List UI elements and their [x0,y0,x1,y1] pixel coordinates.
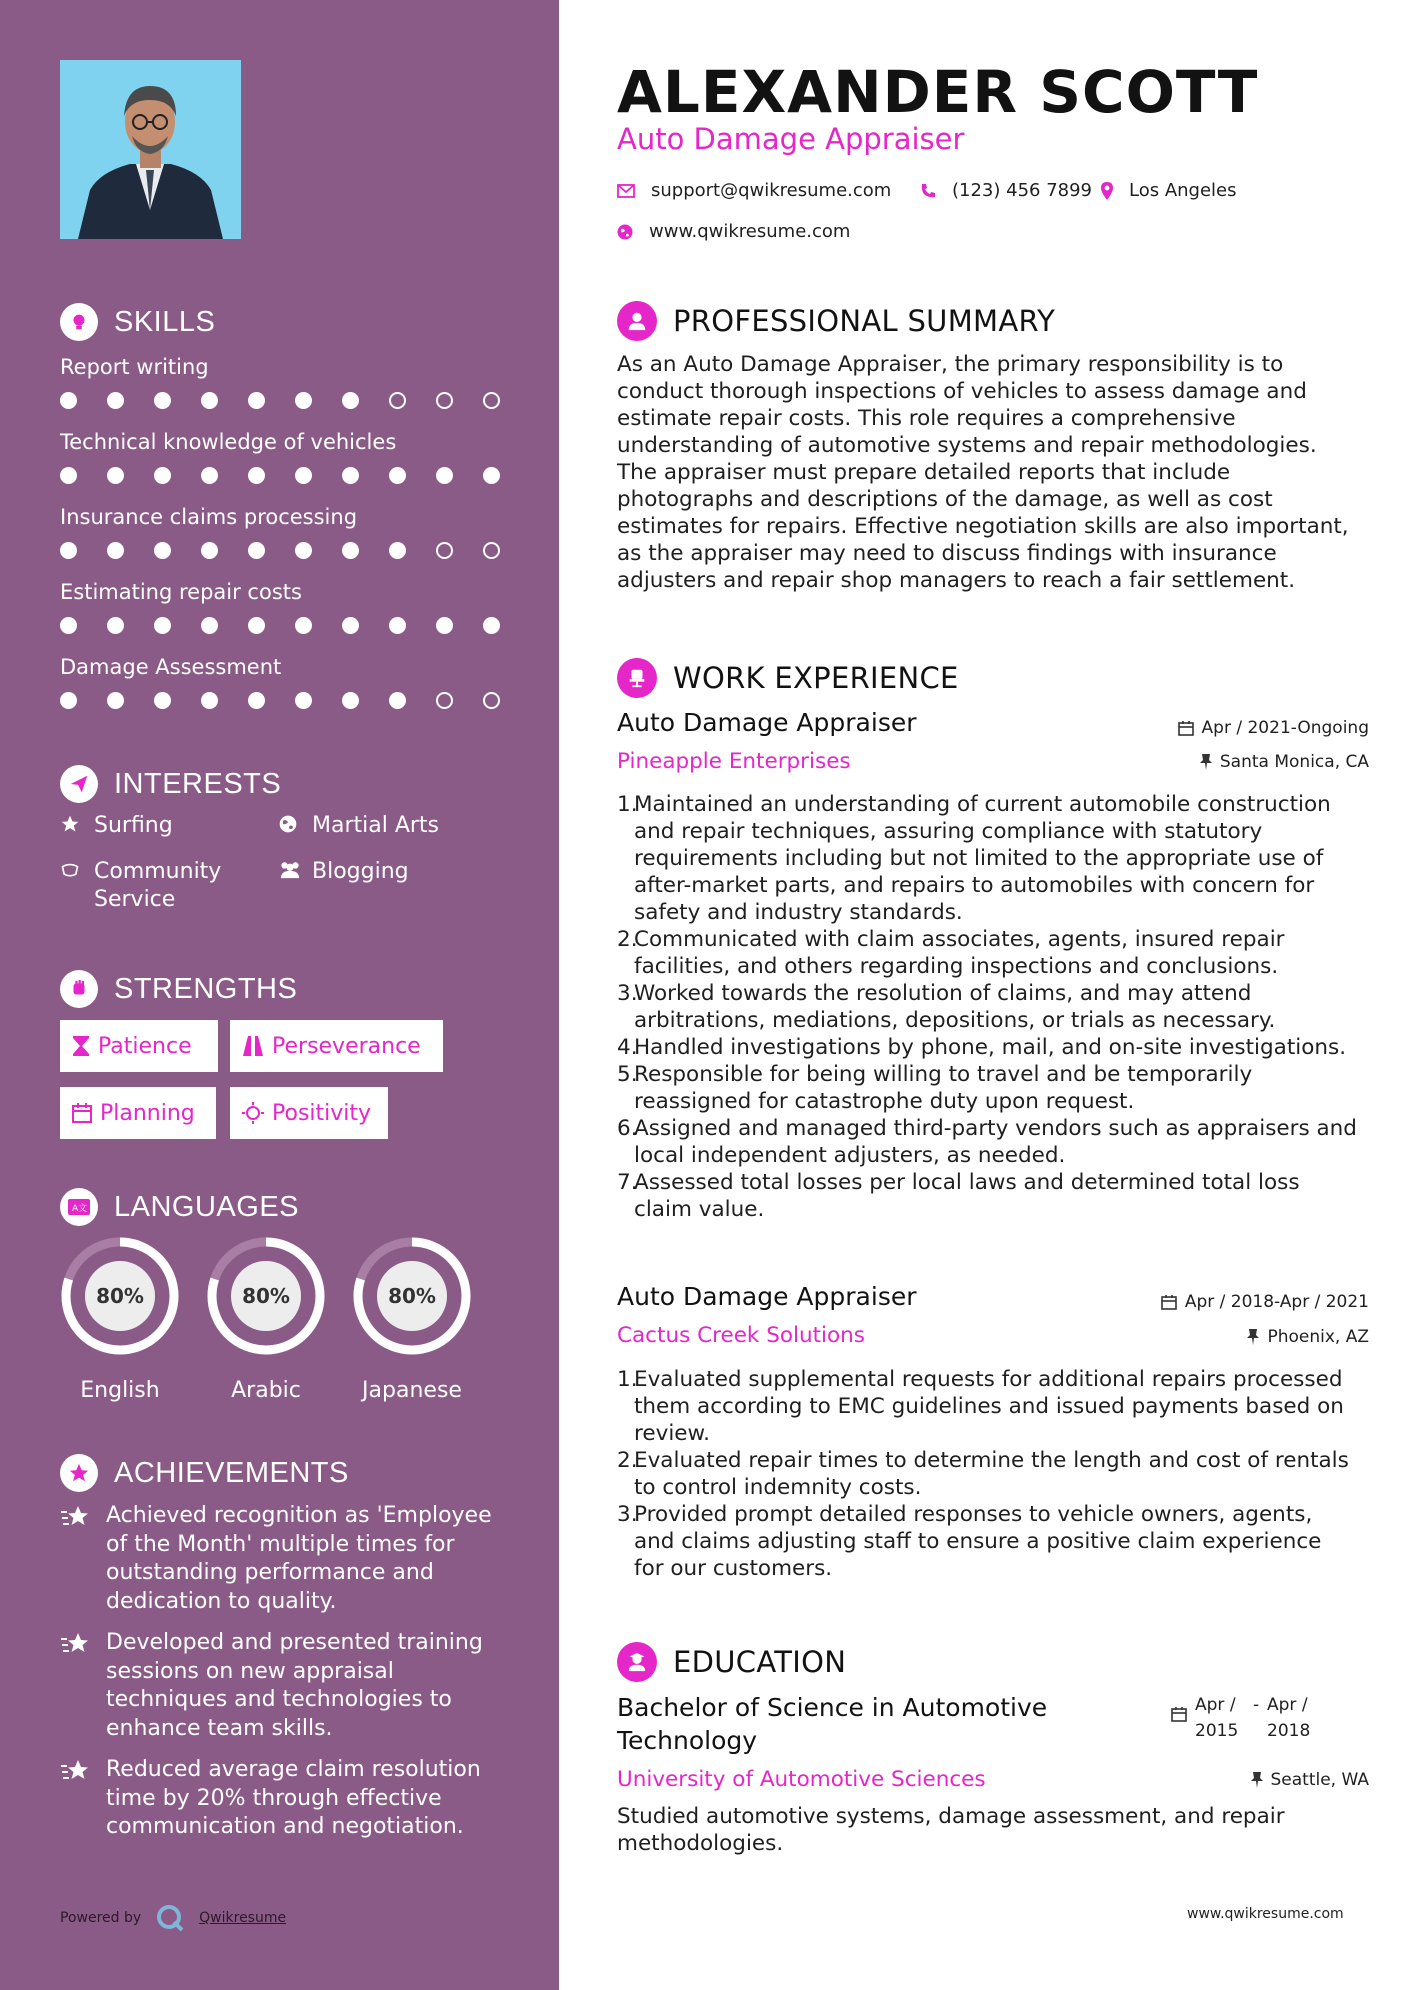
calendar-icon [1171,1706,1187,1722]
job-date: Apr / 2018-Apr / 2021 [1161,1292,1369,1312]
company-name: Cactus Creek Solutions [617,1323,866,1348]
job-responsibilities [617,791,1357,1223]
contact-website[interactable]: www.qwikresume.com [617,221,850,242]
education-description: Studied automotive systems, damage assessment, and repair methodologies. [617,1804,1285,1856]
responsibility-item: Evaluated repair times to determine the length and cost of rentals to control indemnity costs. [634,1448,1349,1500]
interest-item: Surfing [60,812,173,842]
rating-dot-empty [436,542,453,559]
achievements-heading: ACHIEVEMENTS [60,1451,349,1495]
calendar-icon [72,1103,92,1123]
summary-text: As an Auto Damage Appraiser, the primary responsibility is to conduct thorough inspections of vehicles to assess damage and estimate repair costs. This role requires a comprehensive understanding of automotive systems and repair methodologies. The appraiser must prepare detailed reports that include photographs and descriptions of the damage, as well as cost estimates for repairs. Effective negotiation skills are also important, as the appraiser may need to discuss findings with insurance adjusters and repair shop managers to reach a fair settlement. [617,352,1349,593]
rating-dot-filled [295,542,312,559]
contact-location: Los Angeles [1101,180,1237,201]
sidebar [0,0,559,1990]
skill-rating [60,617,500,634]
hourglass-icon [72,1035,90,1057]
award-star-icon [60,1502,94,1616]
envelope-icon [617,184,635,198]
rating-dot-filled [60,467,77,484]
rating-dot-filled [248,617,265,634]
education-location: Seattle, WA [1251,1770,1370,1790]
rating-dot-filled [154,692,171,709]
strength-badge: Patience [60,1020,218,1072]
star-icon [60,812,84,842]
rating-dot-filled [60,692,77,709]
company-name: Pineapple Enterprises [617,749,851,774]
rating-dot-filled [60,617,77,634]
rating-dot-filled [201,692,218,709]
rating-dot-filled [342,542,359,559]
achievement-item [60,1502,510,1616]
responsibility-item: Worked towards the resolution of claims, and may attend arbitrations, mediations, depositions, or trials as necessary. [634,981,1276,1033]
pushpin-icon [1251,1772,1263,1788]
responsibility-item: Handled investigations by phone, mail, and on-site investigations. [634,1035,1347,1060]
globe-icon [278,812,302,842]
rating-dot-filled [295,467,312,484]
rating-dot-filled [436,617,453,634]
sun-icon [242,1102,264,1124]
rating-dot-filled [295,692,312,709]
job-title: Auto Damage Appraiser [617,708,917,737]
strengths-heading: STRENGTHS [60,967,297,1011]
rating-dot-filled [342,467,359,484]
achievement-text: Developed and presented training sessions on new appraisal techniques and technologies to enhance team skills. [106,1630,483,1741]
strength-badge: Planning [60,1087,216,1139]
rating-dot-filled [295,392,312,409]
languages-heading: A文 LANGUAGES [60,1185,299,1229]
award-star-icon [60,1756,94,1842]
skill-rating [60,467,500,484]
rating-dot-filled [248,692,265,709]
rating-dot-filled [107,692,124,709]
responsibility-item: Responsible for being willing to travel and be temporarily reassigned for catastrophe duty upon request. [634,1062,1253,1114]
language-item [60,1236,180,1403]
svg-text:A文: A文 [72,1204,88,1214]
language-percent: 80% [388,1284,436,1308]
rating-dot-filled [107,467,124,484]
job-date: Apr / 2021-Ongoing [1178,718,1369,738]
skill-name: Estimating repair costs [60,580,302,604]
skill-name: Technical knowledge of vehicles [60,430,397,454]
summary-heading: PROFESSIONAL SUMMARY [617,299,1055,343]
responsibility-item: Communicated with claim associates, agents, insured repair facilities, and others regarding inspections and conclusions. [634,927,1285,979]
users-icon [278,858,302,888]
experience-heading: WORK EXPERIENCE [617,656,959,700]
pushpin-icon [1247,1329,1259,1345]
language-progress-ring [60,1236,180,1356]
skill-name: Insurance claims processing [60,505,358,529]
medal-star-icon [60,1454,98,1492]
skill-item [60,427,500,484]
achievement-item [60,1756,510,1842]
rating-dot-empty [483,692,500,709]
responsibility-item: Evaluated supplemental requests for additional repairs processed them according to EMC guidelines and issued payments based on review. [634,1367,1344,1446]
language-percent: 80% [96,1284,144,1308]
interest-item: Martial Arts [278,812,439,842]
contact-email[interactable]: support@qwikresume.com [617,180,891,201]
candidate-role: Auto Damage Appraiser [617,122,965,156]
award-star-icon [60,1629,94,1743]
globe-icon [617,224,633,240]
language-percent: 80% [242,1284,290,1308]
calendar-icon [1161,1294,1177,1310]
lightbulb-icon [60,303,98,341]
job-location: Santa Monica, CA [1200,752,1369,772]
interest-item: Blogging [278,858,409,888]
job-title: Auto Damage Appraiser [617,1282,917,1311]
skill-name: Damage Assessment [60,655,282,679]
profile-photo [60,60,241,239]
qwikresume-logo-icon [155,1903,185,1933]
user-icon [617,301,657,341]
rating-dot-filled [154,467,171,484]
phone-icon [920,183,936,199]
rating-dot-empty [483,392,500,409]
language-name: Arabic [231,1378,301,1403]
strength-badge: Perseverance [230,1020,443,1072]
skill-item [60,652,500,709]
candidate-name: ALEXANDER SCOTT [617,58,1259,126]
skill-rating [60,392,500,409]
briefcase-chair-icon [617,658,657,698]
language-name: English [80,1378,160,1403]
rating-dot-filled [342,692,359,709]
rating-dot-filled [295,617,312,634]
rating-dot-filled [107,617,124,634]
degree-title: Bachelor of Science in Automotive Technology [617,1693,1048,1755]
rating-dot-filled [483,467,500,484]
skill-name: Report writing [60,355,209,379]
road-icon [242,1036,264,1056]
responsibility-item: Assessed total losses per local laws and determined total loss claim value. [634,1170,1300,1222]
rating-dot-filled [436,467,453,484]
language-item [206,1236,326,1403]
skill-item [60,577,500,634]
interests-heading: INTERESTS [60,762,281,806]
rating-dot-filled [248,467,265,484]
language-item [352,1236,472,1403]
skill-item [60,502,500,559]
job-location: Phoenix, AZ [1247,1327,1369,1347]
rating-dot-filled [107,392,124,409]
responsibility-item: Maintained an understanding of current automobile construction and repair techniques, assuring compliance with statutory requirements including but not limited to the appropriate use of after-market parts, and repairs to automobiles with concern for safety and industry standards. [634,792,1331,925]
rating-dot-empty [389,392,406,409]
rating-dot-empty [436,392,453,409]
graduate-icon [617,1642,657,1682]
rating-dot-filled [201,467,218,484]
rating-dot-filled [60,392,77,409]
rating-dot-filled [389,617,406,634]
strength-badge: Positivity [230,1087,388,1139]
education-date: Apr / 2015 - Apr / 2018 [1171,1692,1325,1744]
interest-item: Community Service [60,858,260,914]
rating-dot-filled [342,392,359,409]
rating-dot-filled [154,392,171,409]
rating-dot-filled [154,542,171,559]
rating-dot-filled [389,467,406,484]
skill-item [60,352,500,409]
skill-rating [60,542,500,559]
skills-heading: SKILLS [60,300,215,344]
rating-dot-filled [342,617,359,634]
rating-dot-filled [201,392,218,409]
rating-dot-filled [389,542,406,559]
skill-rating [60,692,500,709]
language-progress-ring [352,1236,472,1356]
job-responsibilities [617,1366,1357,1582]
rating-dot-filled [201,542,218,559]
rating-dot-filled [248,392,265,409]
footer-website[interactable]: www.qwikresume.com [1187,1906,1344,1922]
rating-dot-filled [483,617,500,634]
rating-dot-filled [389,692,406,709]
rating-dot-filled [154,617,171,634]
school-name: University of Automotive Sciences [617,1767,986,1792]
brand-link[interactable]: Qwikresume [199,1910,287,1926]
contact-phone[interactable]: (123) 456 7899 [920,180,1092,201]
translate-icon [60,1188,98,1226]
rating-dot-filled [107,542,124,559]
language-name: Japanese [362,1378,462,1403]
responsibility-item: Provided prompt detailed responses to vehicle owners, agents, and claims adjusting staff to ensure a positive claim experience for our customers. [634,1502,1322,1581]
fist-icon [60,970,98,1008]
responsibility-item: Assigned and managed third-party vendors such as appraisers and local independent adjusters, as needed. [634,1116,1357,1168]
paper-plane-icon [60,765,98,803]
achievement-text: Reduced average claim resolution time by 20% through effective communication and negotiation. [106,1757,481,1839]
rating-dot-filled [248,542,265,559]
map-pin-icon [1101,182,1113,200]
rating-dot-filled [201,617,218,634]
rating-dot-empty [483,542,500,559]
handshake-icon [60,858,84,888]
powered-by: Powered by Qwikresume [60,1903,286,1933]
achievement-text: Achieved recognition as 'Employee of the Month' multiple times for outstanding performance and dedication to quality. [106,1503,492,1614]
achievement-item [60,1629,510,1743]
rating-dot-empty [436,692,453,709]
rating-dot-filled [60,542,77,559]
pushpin-icon [1200,754,1212,770]
calendar-icon [1178,720,1194,736]
language-progress-ring [206,1236,326,1356]
education-heading: EDUCATION [617,1640,846,1684]
